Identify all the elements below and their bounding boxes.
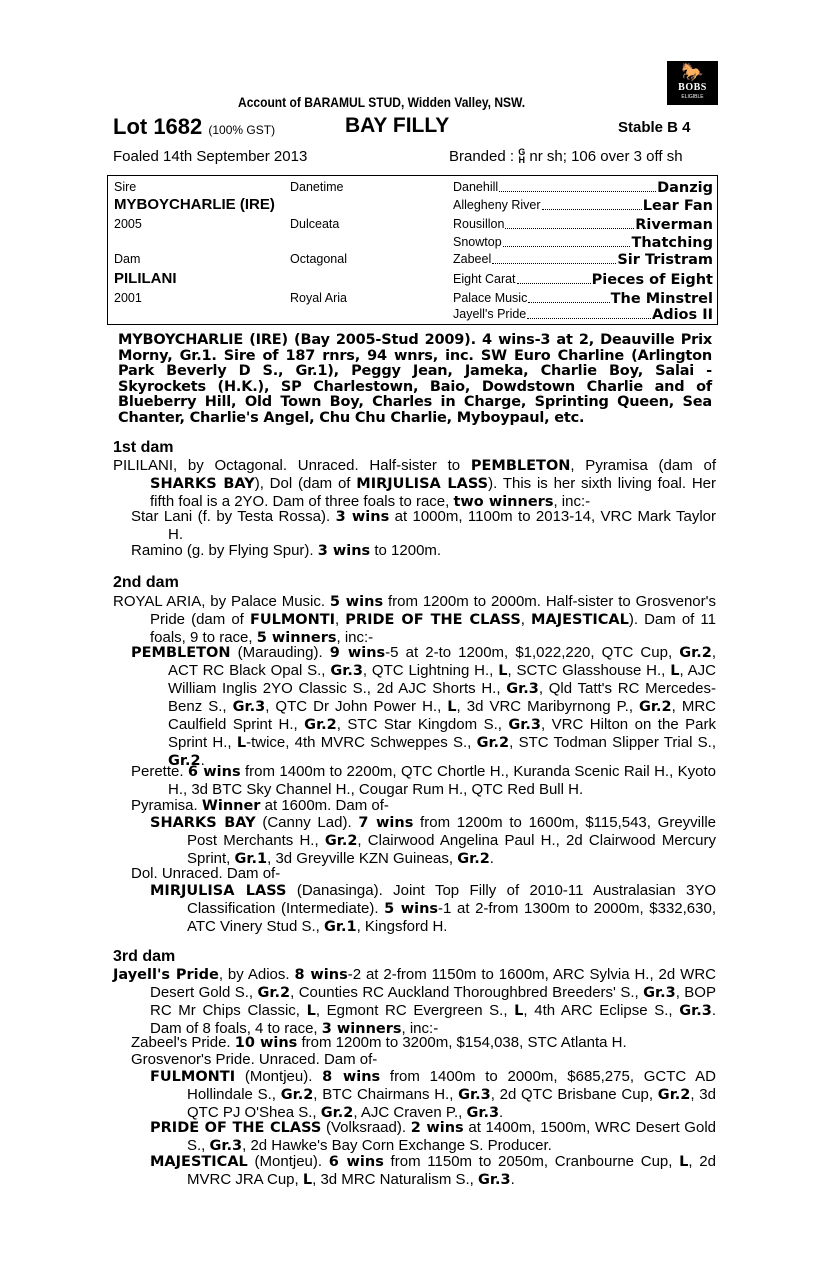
text-segment: from 1200m to 1600m, $115,543, Greyville Post Merchants H., [187, 814, 716, 849]
gg-right: Adios II [651, 307, 713, 323]
text-segment: ). This is her sixth living foal. Her fifth foal is a 2YO. Dam of three foals to race, [150, 475, 717, 510]
bold-term: Gr.3 [643, 985, 676, 1001]
grand-progeny [150, 814, 716, 868]
gst-note: (100% GST) [208, 123, 276, 137]
bold-term: Gr.3 [232, 699, 266, 715]
gg-left: Zabeel [453, 252, 492, 266]
text-segment: . [499, 1104, 504, 1121]
bold-term: Gr.3 [466, 1105, 500, 1121]
horse-description: BAY FILLY [345, 114, 450, 137]
branded-suffix: nr sh; 106 over 3 off sh [529, 148, 683, 165]
text-segment: . [489, 850, 494, 867]
gg-left: Jayell's Pride [453, 307, 527, 321]
second-dam-para [113, 593, 716, 647]
text-segment: -1 at 2-from 1300m to 2000m, $332,630, ATC Vinery Stud S., [187, 900, 716, 935]
bold-term: Gr.2 [679, 645, 712, 661]
bold-term: Gr.3 [478, 1172, 511, 1188]
bold-term: Gr.2 [457, 851, 490, 867]
gg-row [453, 291, 713, 307]
second-dam-progeny [131, 644, 716, 770]
text-segment: , VRC Hilton on the Park Sprint H., [168, 716, 716, 751]
second-dam-progeny [131, 763, 716, 798]
bold-term: L [306, 1003, 316, 1019]
bold-term: MIRJULISA LASS [150, 883, 287, 899]
bold-term: two winners [453, 494, 554, 510]
text-segment: , Egmont RC Evergreen S., [315, 1002, 515, 1019]
bold-term: Winner [201, 798, 261, 814]
horse-icon: 🐎 [681, 62, 704, 82]
gg-row [453, 252, 713, 268]
text-segment: , 2d MVRC JRA Cup, [187, 1153, 716, 1188]
text-segment: (Canny Lad). [255, 814, 359, 831]
grand-progeny [150, 1119, 716, 1155]
gg-row [453, 217, 713, 233]
second-dam-progeny [131, 797, 716, 815]
text-segment: , by Adios. [218, 966, 295, 983]
text-segment: Dol. Unraced. Dam of- [131, 865, 281, 882]
bold-term: Gr.3 [458, 1087, 491, 1103]
text-segment: , Clairwood Angelina Paul H., 2d Clairwood Mercury Sprint, [187, 832, 716, 867]
bold-term: Jayell's Pride [113, 967, 219, 983]
pedigree-table [107, 175, 718, 325]
bold-term: Gr.1 [324, 919, 357, 935]
first-dam-heading: 1st dam [113, 439, 174, 456]
brand-info [449, 148, 683, 165]
text-segment: -5 at 2-to 1200m, $1,022,220, QTC Cup, [385, 644, 680, 661]
bold-term: Gr.3 [506, 681, 539, 697]
bold-term: L [498, 663, 508, 679]
text-segment: , BOP RC Mr Chips Classic, [150, 984, 716, 1019]
third-dam-heading: 3rd dam [113, 948, 176, 965]
bold-term: Gr.2 [257, 985, 291, 1001]
bold-term: L [302, 1172, 313, 1188]
text-segment: from 1400m to 2200m, QTC Chortle H., Kuranda Scenic Rail H., Kyoto H., 3d BTC Sky Channel H., Cougar Rum H., QTC Red Bull H. [168, 763, 716, 798]
text-segment: , 3d Greyville KZN Guineas, [267, 850, 458, 867]
gg-row [453, 307, 713, 323]
text-segment: , 4th ARC Eclipse S., [523, 1002, 680, 1019]
gg-right: Pieces of Eight [591, 272, 713, 288]
bold-term: 6 wins [187, 764, 241, 780]
sire-year: 2005 [114, 217, 142, 231]
text-segment: from 1150m to 2050m, Cranbourne Cup, [383, 1153, 680, 1170]
text-segment: , BTC Chairmans H., [313, 1086, 459, 1103]
bold-term: Gr.2 [304, 717, 337, 733]
bold-term: 7 wins [358, 815, 414, 831]
first-dam-progeny [131, 508, 716, 543]
dam-dam: Royal Aria [290, 291, 347, 305]
sire-dam: Dulceata [290, 217, 340, 231]
gg-left: Palace Music [453, 291, 528, 305]
text-segment: at 1600m. Dam of- [260, 797, 389, 814]
text-segment: from 1200m to 3200m, $154,038, STC Atlanta H. [297, 1034, 627, 1051]
lot-label: Lot 1682 [113, 114, 203, 139]
text-segment: , Pyramisa (dam of [570, 457, 716, 474]
text-segment: , STC Todman Slipper Trial S., [509, 734, 717, 751]
text-segment: (Marauding). [230, 644, 330, 661]
bold-term: PRIDE OF THE CLASS [150, 1120, 322, 1136]
bold-term: 8 wins [294, 967, 348, 983]
grand-progeny [150, 1068, 716, 1122]
text-segment: , STC Star Kingdom S., [336, 716, 509, 733]
bold-term: 5 wins [329, 594, 384, 610]
text-segment: , Counties RC Auckland Thoroughbred Breeders' S., [290, 984, 644, 1001]
text-segment: (Volksraad). [321, 1119, 411, 1136]
bold-term: FULMONTI [150, 1069, 236, 1085]
text-segment: , 3d VRC Maribyrnong P., [456, 698, 640, 715]
text-segment: , 3d MRC Naturalism S., [312, 1171, 478, 1188]
bold-term: 3 wins [317, 543, 371, 559]
bold-term: MAJESTICAL [531, 612, 629, 628]
bold-term: 9 wins [329, 645, 386, 661]
bold-term: Gr.2 [639, 699, 672, 715]
second-dam-heading: 2nd dam [113, 574, 179, 591]
gg-right: Danzig [657, 180, 713, 196]
bold-term: MIRJULISA LASS [356, 476, 489, 492]
text-segment: , 2d QTC Brisbane Cup, [490, 1086, 658, 1103]
bold-term: L [447, 699, 457, 715]
bold-term: Gr.2 [476, 735, 510, 751]
second-dam-progeny [131, 865, 716, 882]
bold-term: 10 wins [234, 1035, 298, 1051]
text-segment: Perette. [131, 763, 188, 780]
bold-term: L [514, 1003, 524, 1019]
text-segment: (Montjeu). [235, 1068, 323, 1085]
text-segment: PILILANI, by Octagonal. Unraced. Half-sister to [113, 457, 471, 474]
brand-mark [518, 148, 525, 164]
text-segment: ). Dam of 11 foals, 9 to race, [150, 611, 716, 646]
bold-term: 8 wins [322, 1069, 381, 1085]
third-dam-progeny [131, 1034, 716, 1052]
text-segment: , [335, 611, 346, 628]
bold-term: Gr.2 [657, 1087, 691, 1103]
text-segment: , MRC Caulfield Sprint H., [168, 698, 716, 733]
brand-bottom: H [518, 155, 525, 165]
bold-term: L [236, 735, 247, 751]
text-segment: Pyramisa. [131, 797, 202, 814]
dam-sire: Octagonal [290, 252, 347, 266]
bold-term: SHARKS BAY [150, 815, 256, 831]
logo-name: BOBS [678, 82, 707, 93]
dam-name: PILILANI [114, 270, 177, 287]
bold-term: 5 wins [384, 901, 439, 917]
text-segment: , AJC William Inglis 2YO Classic S., 2d AJC Shorts H., [168, 662, 716, 697]
text-segment: from 1200m to 2000m. Half-sister to Grosvenor's Pride (dam of [150, 593, 716, 628]
gg-right: Sir Tristram [617, 252, 713, 268]
text-segment: , [520, 611, 532, 628]
foaled-date: Foaled 14th September 2013 [113, 148, 308, 165]
text-segment: -twice, 4th MVRC Schweppes S., [246, 734, 477, 751]
sire-summary: MYBOYCHARLIE (IRE) (Bay 2005-Stud 2009). 4 wins-3 at 2, Deauville Prix Morny, Gr.1. Sire of 187 rnrs, 94 wnrs, inc. SW Euro Charline (Arlington Park Beverly D S., Gr.1), Peggy Jean, Jameka, Charlie Boy, Salai - Skyrockets (H.K.), SP Charlestown, Baio, Dowdstown Charlie and of Blueberry Hill, Old Town Boy, Charles in Charge, Sprinting Queen, Sea Chanter, Charlie's Angel, Chu Chu Charlie, Myboypaul, etc. [118, 332, 712, 426]
bold-term: Gr.2 [324, 833, 358, 849]
bold-term: MAJESTICAL [150, 1154, 248, 1170]
bold-term: PRIDE OF THE CLASS [345, 612, 521, 628]
gg-row [453, 235, 713, 251]
text-segment: , SCTC Glasshouse H., [507, 662, 671, 679]
text-segment: , AJC Craven P., [353, 1104, 467, 1121]
gg-left: Allegheny River [453, 198, 541, 212]
bobs-logo [667, 61, 718, 105]
bold-term: Gr.2 [168, 753, 201, 769]
bold-term: 3 wins [335, 509, 390, 525]
bold-term: L [670, 663, 680, 679]
bold-term: Gr.1 [234, 851, 268, 867]
bold-term: SHARKS BAY [150, 476, 255, 492]
text-segment: , inc:- [553, 493, 591, 510]
sire-label: Sire [114, 180, 137, 194]
gg-right: The Minstrel [610, 291, 713, 307]
logo-sub: ELIGIBLE [681, 94, 704, 100]
text-segment: ), Dol (dam of [254, 475, 357, 492]
stable-location: Stable B 4 [618, 119, 691, 136]
bold-term: 2 wins [410, 1120, 464, 1136]
text-segment: from 1400m to 2000m, $685,275, GCTC AD Hollindale S., [187, 1068, 716, 1103]
sire-sire: Danetime [290, 180, 344, 194]
text-segment: Zabeel's Pride. [131, 1034, 235, 1051]
bold-term: FULMONTI [249, 612, 336, 628]
bold-term: PEMBLETON [470, 458, 571, 474]
text-segment: Star Lani (f. by Testa Rossa). [131, 508, 336, 525]
gg-left: Rousillon [453, 217, 505, 231]
first-dam-para [113, 457, 716, 511]
text-segment: at 1000m, 1100m to 2013-14, VRC Mark Taylor H. [168, 508, 716, 543]
gg-right: Thatching [631, 235, 713, 251]
text-segment: , inc:- [336, 629, 374, 646]
gg-right: Lear Fan [642, 198, 713, 214]
gg-left: Eight Carat [453, 272, 516, 286]
bold-term: Gr.3 [679, 1003, 712, 1019]
bold-term: PEMBLETON [131, 645, 231, 661]
text-segment: , ACT RC Black Opal S., [168, 644, 716, 679]
bold-term: 5 winners [256, 630, 337, 646]
text-segment: Grosvenor's Pride. Unraced. Dam of- [131, 1051, 378, 1068]
text-segment: , Qld Tatt's RC Mercedes-Benz S., [168, 680, 716, 715]
text-segment: to 1200m. [370, 542, 442, 559]
text-segment: , QTC Dr John Power H., [265, 698, 448, 715]
bold-term: Gr.3 [330, 663, 363, 679]
text-segment: . Dam of 8 foals, 4 to race, [150, 1002, 716, 1037]
bold-term: L [679, 1154, 689, 1170]
text-segment: , Kingsford H. [356, 918, 448, 935]
branded-prefix: Branded : [449, 148, 515, 165]
vendor-account: Account of BARAMUL STUD, Widden Valley, NSW. [238, 94, 526, 110]
brand-top: G [518, 147, 526, 157]
bold-term: 6 wins [328, 1154, 384, 1170]
gg-left: Danehill [453, 180, 499, 194]
text-segment: (Montjeu). [247, 1153, 329, 1170]
bold-term: Gr.3 [209, 1138, 243, 1154]
text-segment: at 1400m, 1500m, WRC Desert Gold S., [187, 1119, 716, 1154]
gg-left: Snowtop [453, 235, 502, 249]
text-segment: . [510, 1171, 515, 1188]
text-segment: Ramino (g. by Flying Spur). [131, 542, 318, 559]
bold-term: Gr.2 [280, 1087, 314, 1103]
text-segment: , inc:- [401, 1020, 439, 1037]
gg-row [453, 198, 713, 214]
gg-right: Riverman [635, 217, 713, 233]
gg-row [453, 180, 713, 196]
bold-term: Gr.2 [320, 1105, 354, 1121]
text-segment: -2 at 2-from 1150m to 1600m, ARC Sylvia H., 2d WRC Desert Gold S., [150, 966, 716, 1001]
lot-number [113, 114, 275, 140]
grand-progeny [150, 882, 716, 936]
first-dam-progeny [131, 542, 716, 560]
third-dam-progeny [131, 1051, 716, 1068]
text-segment: (Danasinga). Joint Top Filly of 2010-11 Australasian 3YO Classification (Intermediate). [187, 882, 717, 917]
gg-row [453, 272, 713, 288]
grand-progeny [150, 1153, 716, 1189]
text-segment: , QTC Lightning H., [362, 662, 499, 679]
third-dam-para [113, 966, 716, 1038]
bold-term: 3 winners [321, 1021, 402, 1037]
text-segment: , 2d Hawke's Bay Corn Exchange S. Producer. [242, 1137, 552, 1154]
text-segment: . [200, 752, 205, 769]
bold-term: Gr.3 [508, 717, 541, 733]
text-segment: ROYAL ARIA, by Palace Music. [113, 593, 330, 610]
sire-name: MYBOYCHARLIE (IRE) [114, 196, 275, 213]
text-segment: , 3d QTC PJ O'Shea S., [187, 1086, 716, 1121]
dam-year: 2001 [114, 291, 142, 305]
dam-label: Dam [114, 252, 141, 266]
